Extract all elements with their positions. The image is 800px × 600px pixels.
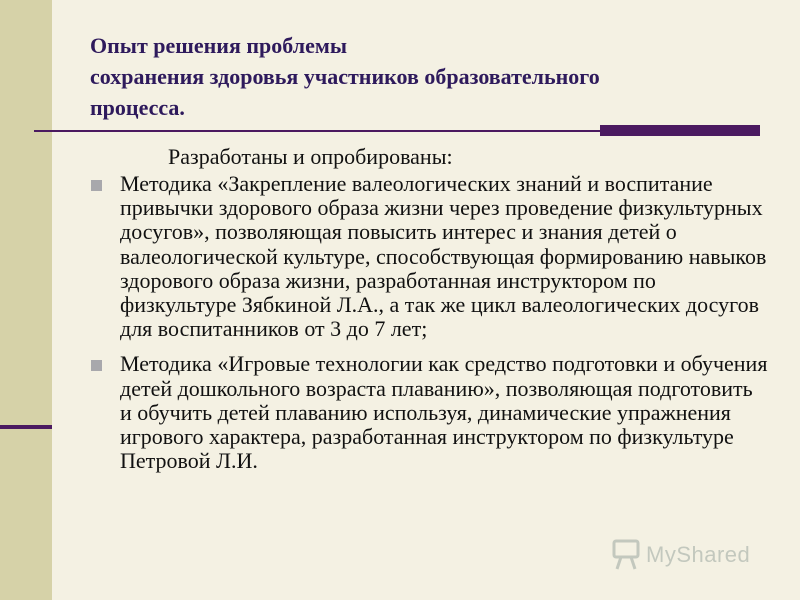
presentation-board-icon — [612, 539, 642, 571]
bullet-item-1 — [88, 172, 768, 341]
watermark-text: MyShared — [646, 542, 751, 567]
watermark — [612, 538, 750, 572]
intro-text: Разработаны и опробированы: — [168, 144, 453, 169]
square-bullet-icon — [91, 180, 102, 191]
title-line-1: Опыт решения проблемы — [90, 33, 347, 58]
title-line-3: процесса. — [90, 95, 185, 120]
left-accent-tick — [0, 425, 52, 429]
bullet-list — [88, 172, 768, 484]
title-line-2: сохранения здоровья участников образовательного — [90, 64, 600, 89]
square-bullet-icon — [91, 360, 102, 371]
bullet-text-1: Методика «Закрепление валеологических знаний и воспитание привычки здорового образа жизни через проведение физкультурных досугов», позволяющая повысить интерес и знания детей о валеологической культуре, способствующая формированию навыков здорового образа жизни, разработанная инструктором по физкультуре Зябкиной Л.А., а так же цикл валеологических досугов для воспитанников от 3 до 7 лет; — [120, 171, 767, 342]
bullet-text-2: Методика «Игровые технологии как средство подготовки и обучения детей дошкольного возраста плаванию», позволяющая подготовить и обучить детей плаванию используя, динамические упражнения игрового характера, разработанная инструктором по физкультуре Петровой Л.И. — [120, 351, 768, 474]
left-decorative-band — [0, 0, 52, 600]
title-underline-accent — [600, 125, 760, 136]
bullet-item-2 — [88, 352, 768, 473]
slide-title — [90, 30, 770, 123]
